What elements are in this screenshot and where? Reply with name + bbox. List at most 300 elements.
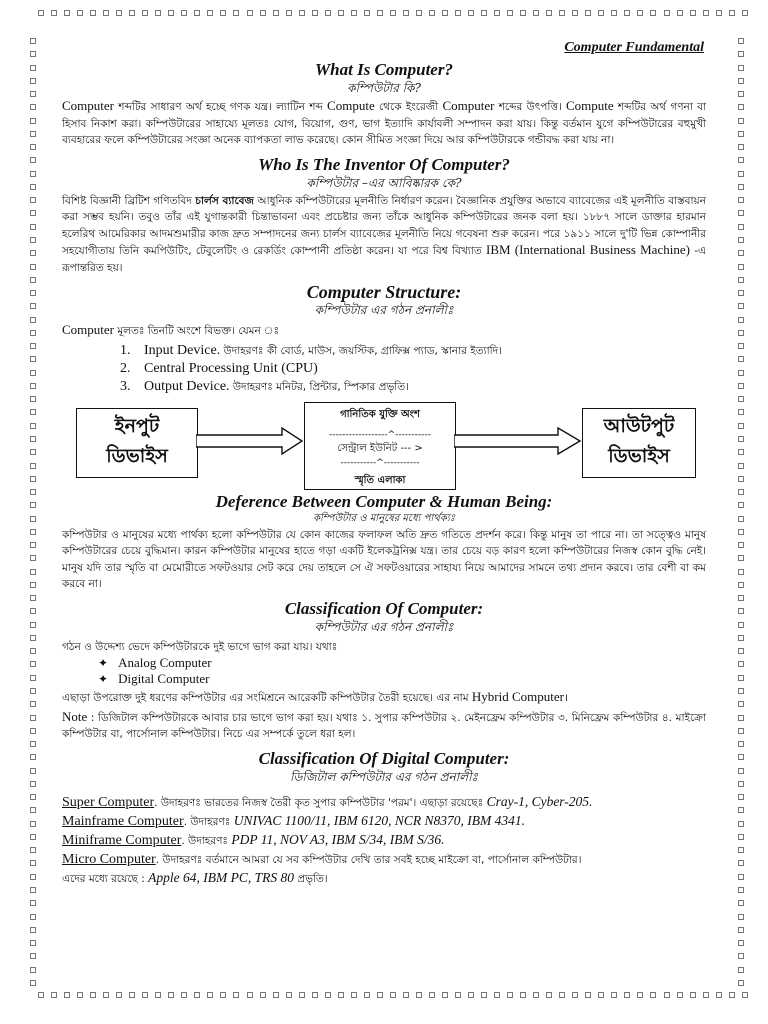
border-square <box>207 992 213 998</box>
border-square <box>30 449 36 455</box>
output-device-box <box>582 408 696 478</box>
border-square <box>30 661 36 667</box>
type-term: Micro Computer <box>62 851 156 867</box>
list-item <box>120 342 706 360</box>
border-square <box>168 992 174 998</box>
border-square <box>738 980 744 986</box>
border-square <box>30 967 36 973</box>
border-square <box>738 303 744 309</box>
border-square <box>481 10 487 16</box>
border-square <box>30 914 36 920</box>
cpu-box <box>304 402 456 490</box>
border-square <box>30 582 36 588</box>
border-square <box>30 436 36 442</box>
section-paragraph <box>62 193 706 277</box>
border-square <box>624 992 630 998</box>
text-run: Hybrid Computer <box>471 689 564 704</box>
text-run: থেকে ইংরেজী <box>374 101 443 113</box>
border-square <box>30 184 36 190</box>
border-square <box>260 992 266 998</box>
type-detail: . উদাহরণঃ <box>183 815 234 828</box>
list-detail: উদাহরণঃ মনিটর, প্রিন্টার, স্পিকার প্রভৃতি। <box>229 380 409 393</box>
list-term: Output Device. <box>144 378 230 394</box>
border-square <box>351 10 357 16</box>
border-left <box>30 38 40 986</box>
border-square <box>30 940 36 946</box>
border-square <box>738 529 744 535</box>
section-subtitle: কম্পিউটার –এর আবিষ্কারক কে? <box>306 175 462 190</box>
border-square <box>30 728 36 734</box>
border-square <box>30 423 36 429</box>
border-square <box>546 10 552 16</box>
border-square <box>233 992 239 998</box>
border-square <box>30 715 36 721</box>
section-subtitle: কম্পিউটার ও মানুষের মধ্যে পার্থক্যঃ <box>312 512 456 524</box>
section-paragraph <box>62 527 706 593</box>
border-square <box>738 648 744 654</box>
border-square <box>30 330 36 336</box>
list-item-label: Analog Computer <box>118 655 212 670</box>
section-paragraph <box>62 98 706 149</box>
border-square <box>738 118 744 124</box>
border-square <box>738 807 744 813</box>
border-square <box>351 992 357 998</box>
border-square <box>30 622 36 628</box>
border-square <box>677 10 683 16</box>
border-square <box>598 10 604 16</box>
border-square <box>738 794 744 800</box>
border-square <box>30 290 36 296</box>
border-square <box>273 10 279 16</box>
border-square <box>738 741 744 747</box>
border-square <box>738 569 744 575</box>
border-bottom <box>38 992 748 1002</box>
border-square <box>738 383 744 389</box>
border-square <box>664 10 670 16</box>
border-square <box>738 887 744 893</box>
border-square <box>312 992 318 998</box>
border-square <box>30 343 36 349</box>
border-square <box>30 874 36 880</box>
border-square <box>738 874 744 880</box>
border-square <box>738 144 744 150</box>
page-header: Computer Fundamental <box>564 40 704 55</box>
border-square <box>30 118 36 124</box>
border-square <box>30 635 36 641</box>
control-unit-label: সেন্ট্রাল ইউনিট --- > <box>337 442 423 454</box>
note-paragraph <box>62 709 706 743</box>
border-square <box>181 10 187 16</box>
text-run: শব্দের উৎপত্তি। <box>494 101 566 113</box>
border-square <box>533 10 539 16</box>
text-run: : ডিজিটাল কম্পিউটারকে আবার চার ভাগে ভাগ করা হয়। যথাঃ ১. সুপার কম্পিউটার ২. মেইনফ্রেম কম্পিউটার ৩. মিনিফ্রেম কম্পিউটার ৪. মাইক্রো কম্পিউটার বা, পার্সোনাল কম্পিউটার। নিচে এর সম্পর্কে তুলে ধরা হল। <box>62 711 706 740</box>
list-item <box>98 655 706 671</box>
section-title: Who Is The Inventor Of Computer? <box>258 154 510 174</box>
border-square <box>30 104 36 110</box>
border-square <box>738 65 744 71</box>
border-square <box>650 992 656 998</box>
border-square <box>455 10 461 16</box>
border-square <box>116 992 122 998</box>
border-square <box>77 10 83 16</box>
border-square <box>507 10 513 16</box>
border-square <box>690 992 696 998</box>
border-square <box>30 701 36 707</box>
list-term: Input Device. <box>144 342 221 358</box>
border-square <box>30 675 36 681</box>
border-square <box>30 648 36 654</box>
border-square <box>30 953 36 959</box>
border-square <box>416 992 422 998</box>
type-term: Miniframe Computer <box>62 832 182 848</box>
border-square <box>738 171 744 177</box>
border-square <box>690 10 696 16</box>
cpu-connector-line: ------------------^----------- <box>329 429 431 440</box>
border-square <box>742 10 748 16</box>
alu-label: গানিতিক যুক্তি অংশ <box>340 408 420 420</box>
border-square <box>738 860 744 866</box>
border-square <box>738 78 744 84</box>
cpu-connector-line: -----------^----------- <box>340 457 420 468</box>
border-square <box>738 940 744 946</box>
border-square <box>142 10 148 16</box>
border-square <box>585 992 591 998</box>
border-square <box>716 992 722 998</box>
list-item-label: Digital Computer <box>118 671 210 686</box>
border-square <box>738 847 744 853</box>
border-square <box>738 914 744 920</box>
border-top <box>38 10 748 20</box>
type-detail: . উদাহরণঃ ভারতের নিজস্ব তৈরী কৃত সুপার কম্পিউটার 'পরম'। এছাড়া রয়েছেঃ <box>154 796 487 809</box>
border-square <box>30 197 36 203</box>
border-square <box>77 992 83 998</box>
document-page <box>62 40 706 888</box>
border-square <box>455 992 461 998</box>
border-square <box>738 343 744 349</box>
border-square <box>572 10 578 16</box>
border-square <box>30 516 36 522</box>
border-square <box>90 10 96 16</box>
border-square <box>738 502 744 508</box>
border-square <box>738 250 744 256</box>
border-square <box>738 277 744 283</box>
border-square <box>30 277 36 283</box>
section-title: What Is Computer? <box>315 60 453 79</box>
border-square <box>30 409 36 415</box>
border-square <box>494 10 500 16</box>
border-square <box>403 10 409 16</box>
border-square <box>142 992 148 998</box>
border-square <box>194 10 200 16</box>
border-square <box>738 476 744 482</box>
border-square <box>738 542 744 548</box>
text-run: IBM (International Business Machine) <box>486 242 690 257</box>
border-square <box>738 953 744 959</box>
section-title: Computer Structure: <box>306 282 462 302</box>
border-square <box>30 144 36 150</box>
border-square <box>650 10 656 16</box>
border-square <box>738 157 744 163</box>
border-square <box>738 91 744 97</box>
text-run: আধুনিক কম্পিউটারের মূলনীতি নির্ধারণ করেন। বৈজ্ঞানিক প্রযুক্তির অভাবে ব্যাবেজের এই মূলনীতি বাস্তবায়ন করা সম্ভব হয়নি। তবুও তাঁর এই যুগান্তকারী চিন্তাভাবনা এবং প্রচেষ্টার জন্য তাঁকে আধুনিক কম্পিউটারের জনক বলা হয়। ১৮৮৭ সালে ডাক্তার হারমান হলেরিথ আমেরিকার আদমশুমারীর কাজ দ্রুত সম্পাদনের জন্য চার্লস ব্যাবেজের মূলনীতি নিয়ে গবেষনা শুরু করেন। পরে ১৯১১ সালে দু'টি ভিন্ন কোম্পানীর সহযোগীতায় তিনি কমপিউটিং, টেবুলেটিং ও রেকর্ডিং কোম্পানী প্রতিষ্ঠা করেন। যা পরে বিশ্ব বিখ্যাত <box>62 194 706 257</box>
border-square <box>30 463 36 469</box>
output-label-line1: আউটপুট <box>603 414 675 437</box>
section-paragraph <box>62 689 706 707</box>
border-square <box>637 992 643 998</box>
border-square <box>207 10 213 16</box>
border-square <box>738 688 744 694</box>
border-square <box>194 992 200 998</box>
border-square <box>30 65 36 71</box>
border-square <box>442 10 448 16</box>
border-square <box>738 237 744 243</box>
border-square <box>299 10 305 16</box>
border-square <box>738 370 744 376</box>
border-square <box>247 992 253 998</box>
border-square <box>30 502 36 508</box>
section-subtitle: ডিজিটাল কম্পিউটার এর গঠন প্রনালীঃ <box>290 769 478 784</box>
section-subtitle: কম্পিউটার এর গঠন প্রনালীঃ <box>314 303 454 317</box>
border-square <box>103 10 109 16</box>
border-square <box>30 78 36 84</box>
border-square <box>30 807 36 813</box>
border-square <box>312 10 318 16</box>
border-square <box>738 582 744 588</box>
section-subtitle: কম্পিউটার এর গঠন প্রনালীঃ <box>314 619 454 634</box>
border-square <box>30 264 36 270</box>
digital-type-row <box>62 850 706 869</box>
border-square <box>38 10 44 16</box>
border-square <box>30 847 36 853</box>
list-number: 3. <box>120 378 131 394</box>
border-square <box>155 992 161 998</box>
list-number: 1. <box>120 342 131 358</box>
section-title: Classification Of Computer: <box>284 598 484 618</box>
border-square <box>64 10 70 16</box>
border-square <box>738 104 744 110</box>
border-square <box>481 992 487 998</box>
border-square <box>51 992 57 998</box>
border-square <box>664 992 670 998</box>
border-square <box>572 992 578 998</box>
border-square <box>260 10 266 16</box>
border-right <box>738 38 748 986</box>
border-square <box>103 992 109 998</box>
arrow-right-icon <box>196 426 304 456</box>
border-square <box>30 608 36 614</box>
border-square <box>738 754 744 760</box>
type-examples: Apple 64, IBM PC, TRS 80 <box>148 869 294 885</box>
list-item <box>98 671 706 687</box>
border-square <box>30 569 36 575</box>
border-square <box>30 237 36 243</box>
border-square <box>30 91 36 97</box>
border-square <box>738 131 744 137</box>
border-square <box>559 992 565 998</box>
computer-types-list <box>98 655 706 687</box>
border-square <box>624 10 630 16</box>
border-square <box>738 608 744 614</box>
border-square <box>30 224 36 230</box>
border-square <box>30 396 36 402</box>
border-square <box>738 768 744 774</box>
border-square <box>598 992 604 998</box>
border-square <box>742 992 748 998</box>
digital-type-row <box>62 812 706 831</box>
border-square <box>30 370 36 376</box>
border-square <box>703 10 709 16</box>
border-square <box>442 992 448 998</box>
border-square <box>738 900 744 906</box>
border-square <box>738 555 744 561</box>
border-square <box>738 396 744 402</box>
border-square <box>338 10 344 16</box>
text-run: শব্দটির অর্থ গণনা বা হিসাব নিকাশ করা। কম্পিউটারের সাহায্যে মূলতঃ যোগ, বিয়োগ, গুণ, ভাগ ইত্যাদি কার্যাবলী সম্পাদন করা যায়। কিন্তু বর্তমান যুগে কম্পিউটারের বহুমুখী ব্যবহারের ফলে কম্পিউটারের সংজ্ঞা অনেক ব্যাপকতা লাভ করেছে। কোন সীমিত সংজ্ঞা দিয়ে আর কম্পিউটারকে গন্ডীবদ্ধ করা যায় না। <box>62 101 707 146</box>
text-run: এছাড়া উপরোক্ত দুই ধরণের কম্পিউটার এর সংমিশ্রনে আরেকটি কম্পিউটার তৈরী হয়েছে। এর নাম <box>62 692 472 704</box>
border-square <box>738 635 744 641</box>
border-square <box>64 992 70 998</box>
digital-type-row <box>62 869 706 888</box>
border-square <box>30 131 36 137</box>
text-run: বিশিষ্ট বিজ্ঞানী ব্রিটিশ গণিতবিদ <box>62 194 196 207</box>
border-square <box>738 927 744 933</box>
border-square <box>30 210 36 216</box>
border-square <box>738 224 744 230</box>
border-square <box>738 516 744 522</box>
list-term: Central Processing Unit (CPU) <box>144 360 318 376</box>
border-square <box>51 10 57 16</box>
border-square <box>30 980 36 986</box>
border-square <box>738 489 744 495</box>
border-square <box>247 10 253 16</box>
border-square <box>30 860 36 866</box>
border-square <box>738 821 744 827</box>
border-square <box>30 489 36 495</box>
text-run: চার্লস ব্যাবেজ <box>195 194 254 207</box>
border-square <box>286 10 292 16</box>
border-square <box>30 900 36 906</box>
border-square <box>738 38 744 44</box>
output-label-line2: ডিভাইস <box>608 444 670 467</box>
border-square <box>738 463 744 469</box>
border-square <box>155 10 161 16</box>
border-square <box>738 330 744 336</box>
border-square <box>129 10 135 16</box>
type-detail: . উদাহরণঃ <box>181 834 232 847</box>
border-square <box>299 992 305 998</box>
border-square <box>30 555 36 561</box>
border-square <box>585 10 591 16</box>
border-square <box>611 992 617 998</box>
intro-text: মূলতঃ তিনটি অংশে বিভক্ত। যেমন ঃ <box>114 325 280 337</box>
list-number: 2. <box>120 360 131 376</box>
border-square <box>30 529 36 535</box>
border-square <box>468 10 474 16</box>
border-square <box>338 992 344 998</box>
border-square <box>181 992 187 998</box>
border-square <box>377 10 383 16</box>
type-detail: এদের মধ্যে রয়েছে : <box>62 872 149 885</box>
type-examples: UNIVAC 1100/11, IBM 6120, NCR N8370, IBM 4341. <box>233 812 526 828</box>
border-square <box>611 10 617 16</box>
border-square <box>286 992 292 998</box>
border-square <box>738 210 744 216</box>
border-square <box>738 834 744 840</box>
section-intro <box>62 322 706 340</box>
text-run: Compute <box>327 98 375 113</box>
border-square <box>30 542 36 548</box>
border-square <box>30 38 36 44</box>
border-square <box>677 992 683 998</box>
border-square <box>30 741 36 747</box>
border-square <box>30 356 36 362</box>
border-square <box>738 967 744 973</box>
border-square <box>738 715 744 721</box>
border-square <box>129 992 135 998</box>
section-intro: গঠন ও উদ্দেশ্য ভেদে কম্পিউটারকে দুই ভাগে ভাগ করা যায়। যথাঃ <box>62 640 338 653</box>
border-square <box>38 992 44 998</box>
border-square <box>738 436 744 442</box>
border-square <box>390 992 396 998</box>
border-square <box>738 317 744 323</box>
border-square <box>546 992 552 998</box>
structure-list <box>120 342 706 396</box>
border-square <box>416 10 422 16</box>
border-square <box>30 754 36 760</box>
border-square <box>738 595 744 601</box>
text-run: শব্দটির সাধারণ অর্থ হচ্ছে গণক যন্ত্র। ল্যাটিন শব্দ <box>114 101 328 113</box>
border-square <box>738 51 744 57</box>
border-square <box>30 51 36 57</box>
border-square <box>637 10 643 16</box>
border-square <box>30 794 36 800</box>
border-square <box>377 992 383 998</box>
list-item <box>120 378 706 396</box>
border-square <box>738 184 744 190</box>
border-square <box>168 10 174 16</box>
type-examples: PDP 11, NOV A3, IBM S/34, IBM S/36. <box>231 831 445 847</box>
border-square <box>30 595 36 601</box>
border-square <box>233 10 239 16</box>
border-square <box>403 992 409 998</box>
border-square <box>116 10 122 16</box>
star-bullet-icon: ✦ <box>98 672 109 686</box>
section-title: Deference Between Computer & Human Being: <box>215 491 553 511</box>
border-square <box>738 409 744 415</box>
input-device-box <box>76 408 198 478</box>
border-square <box>325 10 331 16</box>
border-square <box>533 992 539 998</box>
border-square <box>220 992 226 998</box>
border-square <box>325 992 331 998</box>
type-examples: Cray-1, Cyber-205. <box>486 793 593 809</box>
memory-label: স্মৃতি এলাকা <box>354 474 406 486</box>
border-square <box>390 10 396 16</box>
type-term: Mainframe Computer <box>62 813 184 829</box>
border-square <box>729 10 735 16</box>
border-square <box>429 10 435 16</box>
type-detail: প্রভৃতি। <box>294 872 328 885</box>
border-square <box>30 250 36 256</box>
border-square <box>273 992 279 998</box>
border-square <box>559 10 565 16</box>
type-term: Super Computer <box>62 794 155 810</box>
star-bullet-icon: ✦ <box>98 656 109 670</box>
list-detail: উদাহরণঃ কী বোর্ড, মাউস, জয়স্টিক, গ্রাফিক্স প্যাড, স্কানার ইত্যাদি। <box>220 344 502 357</box>
border-square <box>520 992 526 998</box>
border-square <box>30 317 36 323</box>
border-square <box>494 992 500 998</box>
